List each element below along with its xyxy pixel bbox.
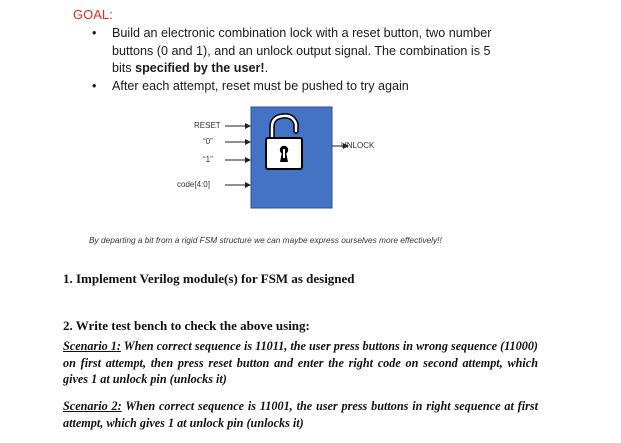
unlock-label: UNLOCK (341, 141, 375, 150)
task-2-heading: 2. Write test bench to check the above using: (63, 318, 310, 333)
bullet-icon: • (92, 78, 97, 93)
goal-list (92, 25, 512, 95)
fsm-block (251, 107, 332, 208)
reset-label: RESET (194, 121, 221, 130)
scenario-1 (63, 338, 538, 388)
task-1-heading: 1. Implement Verilog module(s) for FSM as designed (63, 271, 355, 286)
goal-bullet-2-text: After each attempt, reset must be pushed to try again (112, 78, 409, 93)
scenario-1-label: Scenario 1: (63, 339, 121, 353)
diagram-caption: By departing a bit from a rigid FSM structure we can maybe express ourselves more effectively!! (89, 235, 442, 245)
goal-title: GOAL: (73, 7, 113, 22)
goal-bullet-1-text: Build an electronic combination lock with a reset button, two number buttons (0 and 1), and an unlock output signal. The combination is 5 bits (112, 26, 492, 75)
scenario-2 (63, 398, 538, 431)
scenario-1-text: When correct sequence is 11011, the user press buttons in wrong sequence (11000) on first attempt, then press reset button and enter the right code on second attempt, which gives 1 at unlock pin (unlocks it) (63, 339, 538, 387)
scenario-2-label: Scenario 2: (63, 399, 122, 413)
bullet-icon: • (92, 26, 97, 40)
code-label: code[4:0] (177, 180, 210, 189)
goal-bullet-1-end: . (264, 61, 269, 75)
goal-bullet-1-bold: specified by the user! (135, 61, 265, 75)
padlock-icon (266, 116, 302, 169)
goal-bullet-1 (92, 25, 512, 78)
one-label: “1” (203, 155, 213, 164)
goal-bullet-2 (92, 78, 512, 96)
zero-label: “0” (203, 137, 213, 146)
scenario-2-text: When correct sequence is 11001, the user press buttons in right sequence at first attempt, which gives 1 at unlock pin (unlocks it) (63, 399, 538, 430)
